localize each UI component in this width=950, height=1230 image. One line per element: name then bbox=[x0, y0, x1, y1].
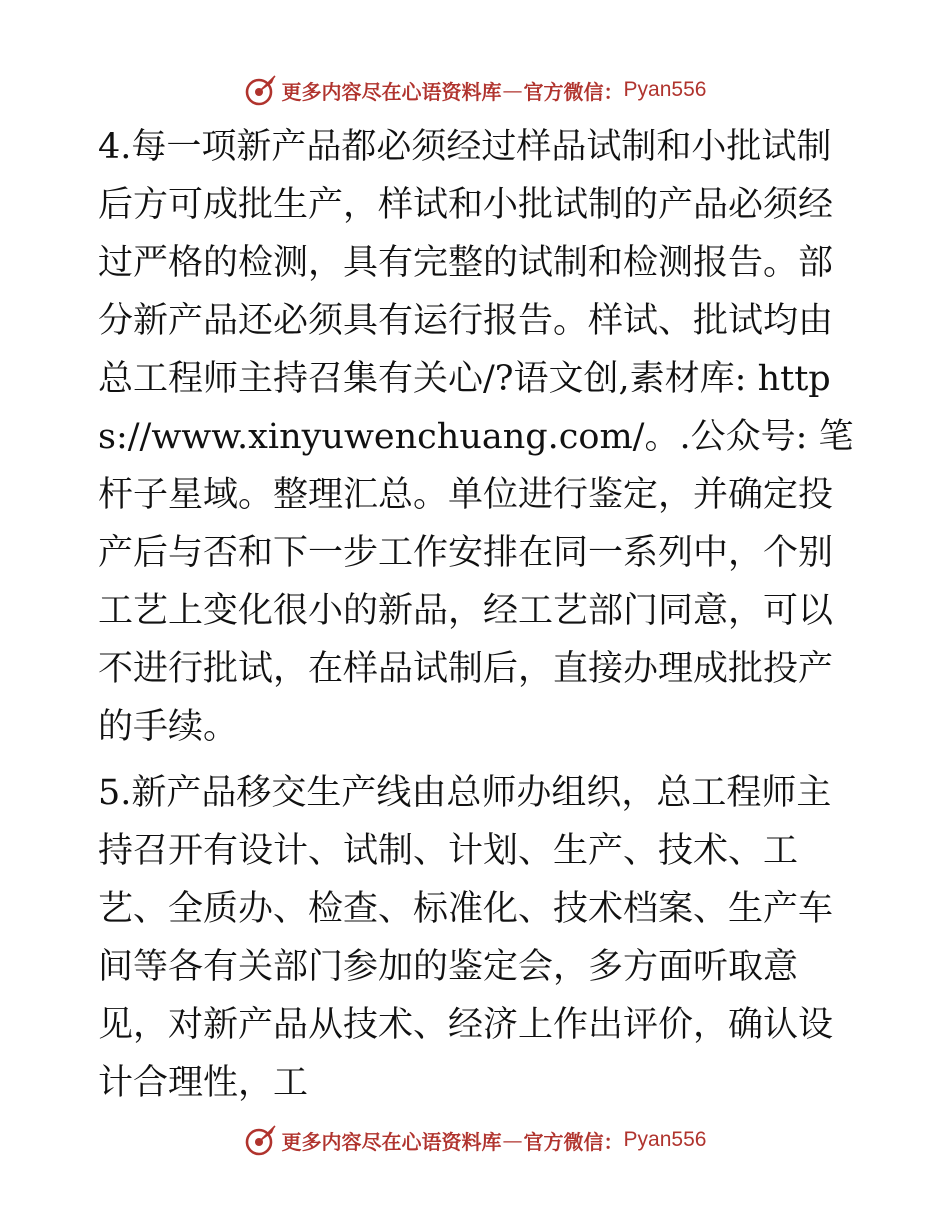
header-wechat-label: 官方微信： bbox=[523, 79, 624, 104]
header-banner bbox=[0, 70, 950, 110]
footer-banner-text: 更多内容尽在心语资料库 bbox=[281, 1129, 502, 1154]
header-banner-separator: — bbox=[502, 78, 523, 102]
header-banner-text: 更多内容尽在心语资料库 bbox=[281, 79, 502, 104]
header-wechat-id: Pyan556 bbox=[623, 78, 707, 101]
paragraph-4: 4.每一项新产品都必须经过样品试制和小批试制后方可成批生产，样试和小批试制的产品必须经过严格的检测，具有完整的试制和检测报告。部分新产品还必须具有运行报告。样试、批试均由总工程师主持召集有关心/?语文创,素材库: https://www.xinyuwenchuang.com/。.公众号: 笔杆子星域。整理汇总。单位进行鉴定，并确定投产后与否和下一步工作安排在同一系列中，个别工艺上变化很小的新品，经工艺部门同意，可以不进行批试，在样品试制后，直接办理成批投产的手续。 bbox=[98, 127, 854, 747]
footer-banner-separator: — bbox=[502, 1128, 523, 1152]
footer-wechat-label: 官方微信： bbox=[523, 1129, 624, 1154]
footer-wechat-id: Pyan556 bbox=[623, 1128, 707, 1151]
quill-pen-logo-icon bbox=[244, 73, 278, 107]
document-body bbox=[98, 118, 854, 1112]
footer-banner bbox=[0, 1120, 950, 1160]
paragraph-5: 5.新产品移交生产线由总师办组织，总工程师主持召开有设计、试制、计划、生产、技术、工艺、全质办、检查、标准化、技术档案、生产车间等各有关部门参加的鉴定会，多方面听取意见，对新产品从技术、经济上作出评价，确认设计合理性，工 bbox=[98, 773, 834, 1103]
quill-pen-logo-icon bbox=[244, 1123, 278, 1157]
